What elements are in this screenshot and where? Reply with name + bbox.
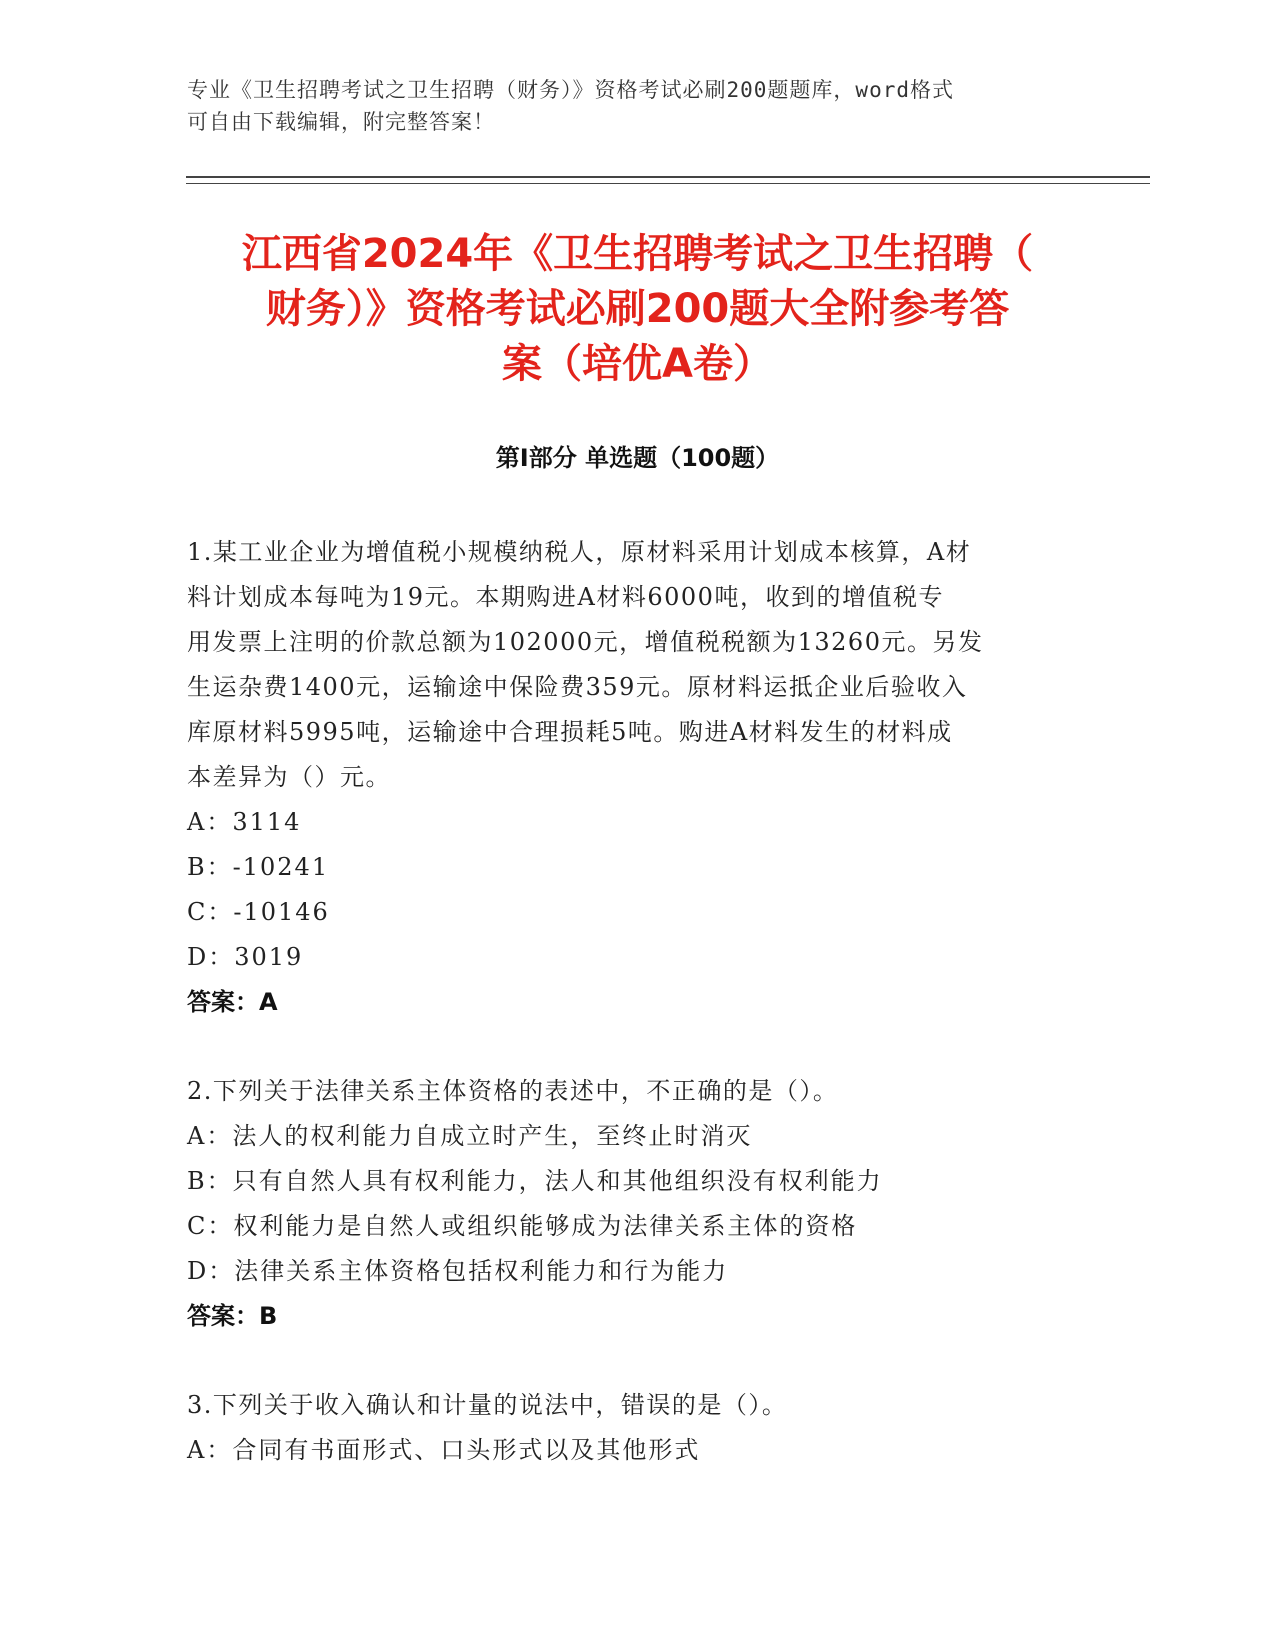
option-d: D：法律关系主体资格包括权利能力和行为能力 <box>187 1257 729 1285</box>
title-line: 财务）》资格考试必刷200题大全附参考答 <box>265 286 1010 332</box>
question-stem-line: 2.下列关于法律关系主体资格的表述中，不正确的是（）。 <box>187 1077 839 1105</box>
question-stem-line: 用发票上注明的价款总额为102000元，增值税税额为13260元。另发 <box>187 628 984 656</box>
option-b: B：只有自然人具有权利能力，法人和其他组织没有权利能力 <box>187 1167 883 1195</box>
question-stem-line: 库原材料5995吨，运输途中合理损耗5吨。购进A材料发生的材料成 <box>187 718 953 746</box>
option-c: C：-10146 <box>187 898 330 926</box>
option-d: D：3019 <box>187 943 304 971</box>
section-heading: 第I部分 单选题（100题） <box>495 444 780 472</box>
question-2 <box>187 1069 1087 1339</box>
question-list <box>187 530 1087 1517</box>
title-line: 案（培优A卷） <box>502 341 773 387</box>
answer-label: 答案：A <box>187 988 278 1016</box>
document-title <box>180 227 1095 392</box>
answer-label: 答案：B <box>187 1302 278 1330</box>
option-b: B：-10241 <box>187 853 330 881</box>
question-stem-line: 3.下列关于收入确认和计量的说法中，错误的是（）。 <box>187 1391 788 1419</box>
question-stem-line: 料计划成本每吨为19元。本期购进A材料6000吨，收到的增值税专 <box>187 583 944 611</box>
question-3 <box>187 1383 1087 1473</box>
question-1 <box>187 530 1087 1025</box>
header-note <box>187 74 1087 138</box>
title-line: 江西省2024年《卫生招聘考试之卫生招聘（ <box>241 231 1034 277</box>
option-a: A：合同有书面形式、口头形式以及其他形式 <box>187 1436 701 1464</box>
header-divider <box>186 176 1150 178</box>
question-stem-line: 1.某工业企业为增值税小规模纳税人，原材料采用计划成本核算，A材 <box>187 538 972 566</box>
option-c: C：权利能力是自然人或组织能够成为法律关系主体的资格 <box>187 1212 858 1240</box>
question-stem-line: 生运杂费1400元，运输途中保险费359元。原材料运抵企业后验收入 <box>187 673 968 701</box>
option-a: A：3114 <box>187 808 302 836</box>
header-note-line: 可自由下载编辑，附完整答案！ <box>187 110 495 134</box>
question-stem-line: 本差异为（）元。 <box>187 763 391 791</box>
header-divider <box>186 183 1150 184</box>
option-a: A：法人的权利能力自成立时产生，至终止时消灭 <box>187 1122 753 1150</box>
header-note-line: 专业《卫生招聘考试之卫生招聘（财务）》资格考试必刷200题题库，word格式 <box>187 78 954 102</box>
